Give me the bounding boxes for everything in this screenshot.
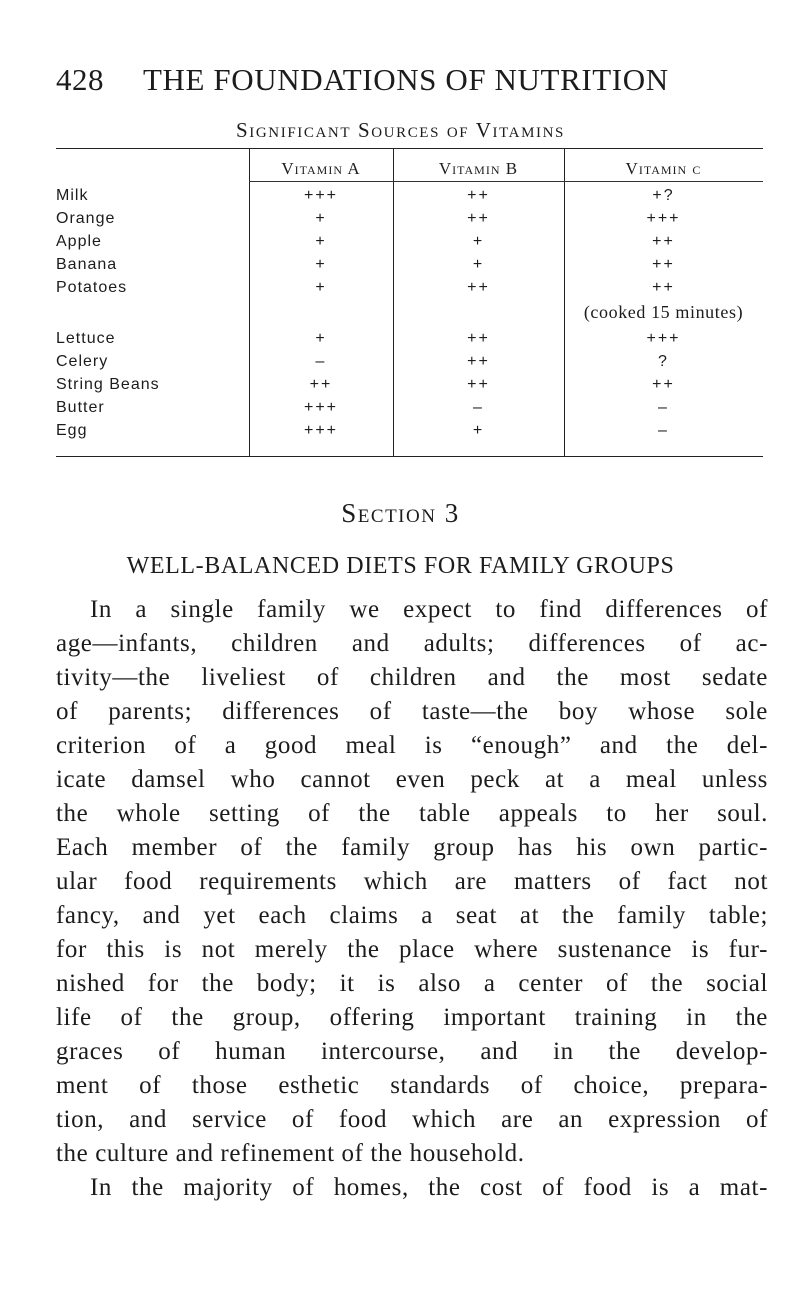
text-line: life of the group, offering important training in the [56, 1004, 768, 1031]
vitamin-a-rating: + [315, 210, 327, 227]
table-title: Significant Sources of Vitamins [236, 118, 565, 142]
page-header [0, 62, 801, 102]
header-rule [249, 181, 763, 182]
vitamin-b-rating: ++ [467, 210, 490, 227]
text-line: tivity—the liveliest of children and the most sedate [56, 664, 768, 691]
vitamin-a-rating: + [315, 330, 327, 347]
vitamin-a-rating: +++ [303, 399, 339, 416]
text-line: ment of those esthetic standards of choice, prepara- [56, 1072, 768, 1099]
table-row [56, 399, 763, 422]
text-line: the culture and refinement of the household. [56, 1140, 525, 1167]
vitamin-b-rating: ++ [467, 279, 490, 296]
page-number: 428 [56, 62, 104, 97]
text-line: tion, and service of food which are an expression of [56, 1106, 768, 1133]
table-row [56, 376, 763, 399]
vitamin-c-rating: +++ [646, 210, 681, 227]
vitamin-c-rating: ++ [652, 279, 675, 296]
column-header-vitamin-b: Vitamin B [438, 159, 519, 178]
vitamin-c-rating: ? [658, 353, 669, 370]
column-header-vitamin-a: Vitamin A [281, 159, 361, 178]
food-name: Orange [56, 210, 116, 227]
food-name: Milk [56, 187, 89, 204]
table-row [56, 256, 763, 279]
food-name: String Beans [56, 376, 160, 393]
table-row [56, 210, 763, 233]
text-line: of parents; differences of taste—the boy whose sole [56, 698, 768, 725]
text-line: Each member of the family group has his own partic- [56, 834, 768, 861]
text-line: nished for the body; it is also a center of the social [56, 970, 768, 997]
food-name: Lettuce [56, 330, 116, 347]
text-line: the whole setting of the table appeals to her soul. [56, 800, 768, 827]
text-line: icate damsel who cannot even peck at a meal unless [56, 766, 768, 793]
vitamin-b-rating: ++ [467, 376, 490, 393]
food-name: Potatoes [56, 279, 128, 296]
table-row [56, 279, 763, 302]
column-header-vitamin-c: Vitamin c [625, 159, 702, 178]
table-row [56, 353, 763, 376]
vitamin-c-rating: +++ [646, 330, 681, 347]
table-row [56, 187, 763, 210]
text-line: criterion of a good meal is “enough” and the del- [56, 732, 768, 759]
vitamin-b-rating: ++ [467, 353, 490, 370]
vitamin-a-rating: +++ [303, 422, 339, 439]
vitamin-c-rating: ++ [652, 256, 675, 273]
text-line: age—infants, children and adults; differences of ac- [56, 630, 768, 657]
vitamin-b-rating: ++ [467, 187, 490, 204]
food-name: Banana [56, 256, 118, 273]
vitamin-b-rating: + [472, 233, 485, 250]
vitamin-c-rating: ++ [652, 376, 675, 393]
vitamin-b-rating: – [473, 399, 484, 416]
table-row [56, 330, 763, 353]
vitamin-b-rating: + [472, 422, 485, 439]
text-line: for this is not merely the place where sustenance is fur- [56, 936, 768, 963]
food-name: Apple [56, 233, 102, 250]
vitamin-a-rating: +++ [303, 187, 339, 204]
text-line: graces of human intercourse, and in the develop- [56, 1038, 768, 1065]
section-title: Section 3 [341, 498, 460, 528]
text-line: In a single family we expect to find differences of [90, 596, 768, 623]
vitamin-c-rating: ++ [652, 233, 675, 250]
text-line: ular food requirements which are matters of fact not [56, 868, 768, 895]
text-line: fancy, and yet each claims a seat at the family table; [56, 902, 768, 929]
food-name: Butter [56, 399, 105, 416]
vitamin-b-rating: ++ [467, 330, 490, 347]
vitamin-b-rating: + [472, 256, 485, 273]
food-name: Celery [56, 353, 109, 370]
text-line: In the majority of homes, the cost of food is a mat- [90, 1174, 768, 1201]
vitamin-a-rating: ++ [309, 376, 333, 393]
section-heading: WELL-BALANCED DIETS FOR FAMILY GROUPS [126, 553, 675, 579]
running-title: THE FOUNDATIONS OF NUTRITION [143, 62, 669, 97]
vitamin-a-rating: + [315, 279, 327, 296]
food-name: Egg [56, 422, 88, 439]
vitamin-a-rating: + [315, 233, 327, 250]
vitamin-c-rating: – [658, 422, 669, 439]
table-row [56, 233, 763, 256]
vitamin-c-rating: +? [652, 187, 675, 204]
vitamin-c-rating: – [658, 399, 669, 416]
table-row [56, 422, 763, 445]
potatoes-note: (cooked 15 minutes) [583, 302, 744, 322]
vitamin-table [56, 148, 763, 457]
body-paragraph [56, 593, 768, 1205]
vitamin-a-rating: + [315, 256, 327, 273]
vitamin-a-rating: – [315, 353, 327, 370]
